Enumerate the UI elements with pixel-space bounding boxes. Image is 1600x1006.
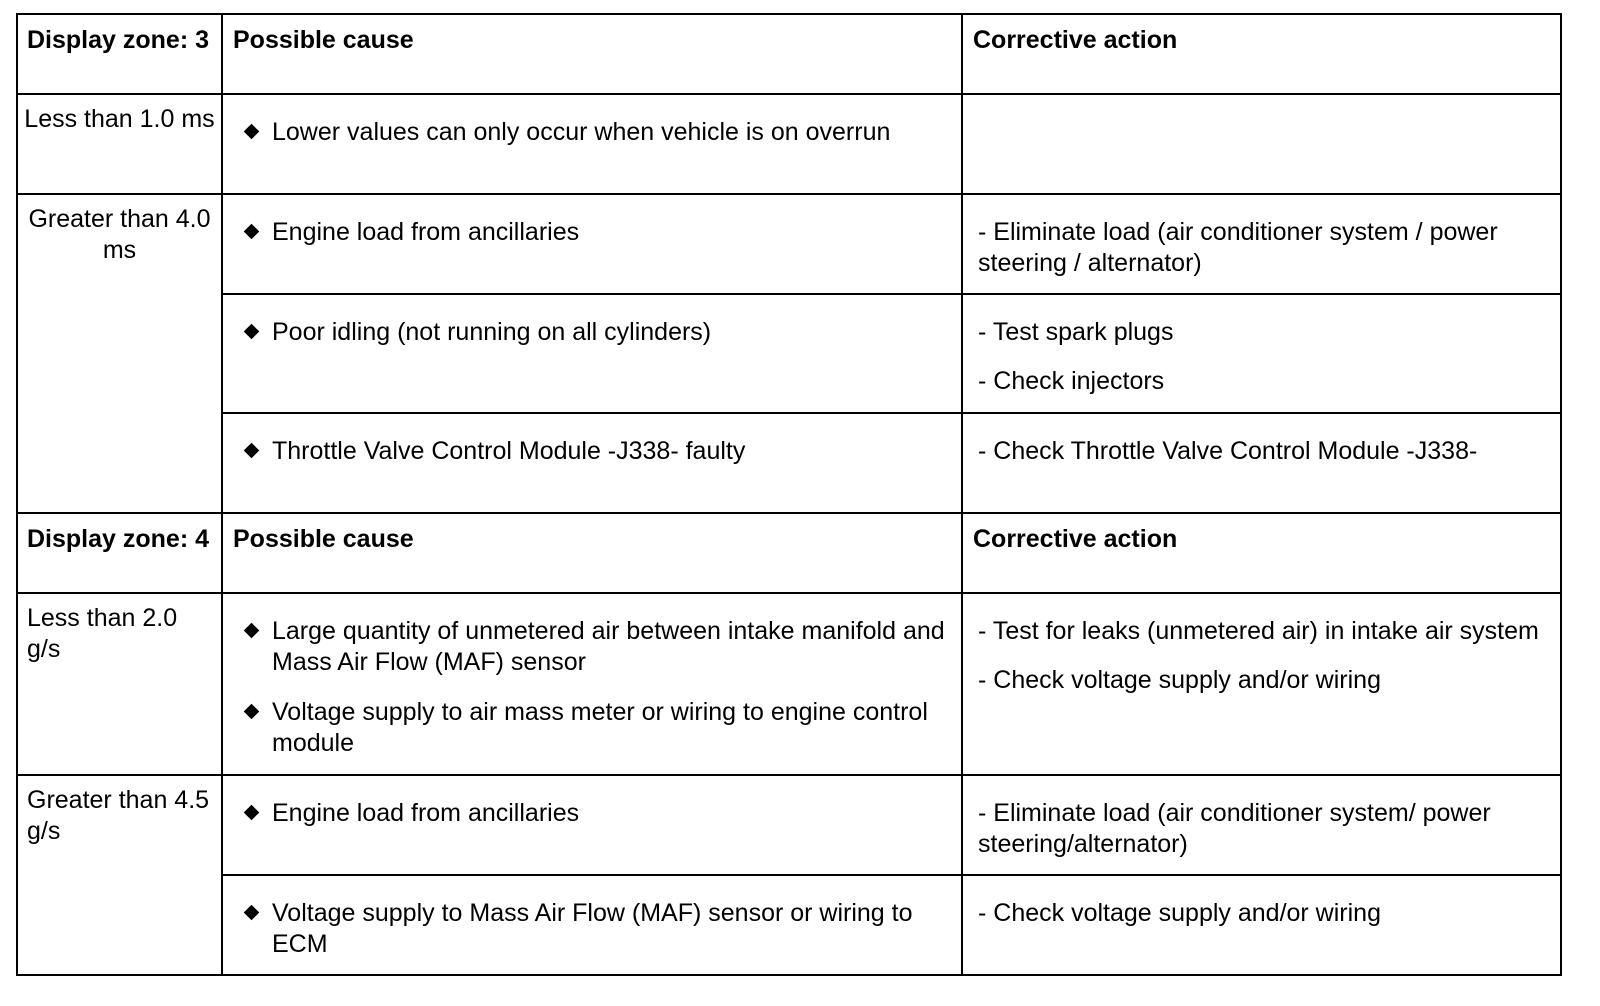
cause-cell bbox=[222, 294, 962, 413]
diamond-bullet-icon bbox=[244, 443, 260, 459]
cause-item bbox=[223, 217, 961, 248]
value-cell bbox=[17, 94, 222, 194]
action-text: - Check voltage supply and/or wiring bbox=[978, 899, 1381, 927]
table-row bbox=[17, 593, 1561, 775]
cause-cell bbox=[222, 413, 962, 513]
cause-cell bbox=[222, 94, 962, 194]
table-row bbox=[17, 413, 1561, 513]
diamond-bullet-icon bbox=[244, 704, 260, 720]
action-cell bbox=[962, 775, 1561, 875]
section-header-row bbox=[17, 513, 1561, 593]
action-header-cell bbox=[962, 14, 1561, 94]
action-text: - Test spark plugs bbox=[978, 318, 1174, 346]
zone-header-cell bbox=[17, 513, 222, 593]
cause-item bbox=[223, 317, 961, 348]
action-text: - Check injectors bbox=[978, 367, 1165, 395]
cause-header-cell bbox=[222, 513, 962, 593]
cause-text: Engine load from ancillaries bbox=[272, 218, 580, 246]
cause-header-cell bbox=[222, 14, 962, 94]
cause-item bbox=[223, 117, 961, 148]
action-header: Corrective action bbox=[973, 525, 1178, 553]
table-row bbox=[17, 775, 1561, 875]
zone-header-cell bbox=[17, 14, 222, 94]
cause-header: Possible cause bbox=[233, 26, 414, 54]
diamond-bullet-icon bbox=[244, 805, 260, 821]
action-cell bbox=[962, 194, 1561, 294]
action-text: - Check Throttle Valve Control Module -J338- bbox=[978, 437, 1478, 465]
diagnostic-table bbox=[16, 13, 1562, 976]
cause-text: Large quantity of unmetered air between intake manifold and Mass Air Flow (MAF) sensor bbox=[272, 617, 945, 676]
diamond-bullet-icon bbox=[244, 124, 260, 140]
action-text: - Check voltage supply and/or wiring bbox=[978, 666, 1381, 694]
diamond-bullet-icon bbox=[244, 324, 260, 340]
action-text: - Test for leaks (unmetered air) in intake air system bbox=[978, 617, 1539, 645]
diamond-bullet-icon bbox=[244, 224, 260, 240]
action-header-cell bbox=[962, 513, 1561, 593]
value-label: Less than 2.0 g/s bbox=[27, 604, 178, 663]
action-cell bbox=[962, 94, 1561, 194]
cause-cell bbox=[222, 194, 962, 294]
diamond-bullet-icon bbox=[244, 623, 260, 639]
value-label: Less than 1.0 ms bbox=[24, 105, 215, 133]
cause-header: Possible cause bbox=[233, 525, 414, 553]
value-label: Greater than 4.0 ms bbox=[28, 205, 211, 264]
value-cell bbox=[17, 593, 222, 775]
action-cell bbox=[962, 413, 1561, 513]
cause-text: Voltage supply to Mass Air Flow (MAF) sensor or wiring to ECM bbox=[272, 899, 913, 958]
cause-cell bbox=[222, 593, 962, 775]
zone-header: Display zone: 4 bbox=[27, 525, 209, 553]
action-cell bbox=[962, 593, 1561, 775]
table-row bbox=[17, 194, 1561, 294]
section-header-row bbox=[17, 14, 1561, 94]
cause-item bbox=[223, 616, 961, 678]
cause-item bbox=[223, 798, 961, 829]
value-cell bbox=[17, 775, 222, 975]
diamond-bullet-icon bbox=[244, 905, 260, 921]
cause-cell bbox=[222, 775, 962, 875]
cause-text: Poor idling (not running on all cylinders) bbox=[272, 318, 712, 346]
value-label: Greater than 4.5 g/s bbox=[27, 786, 210, 845]
cause-item bbox=[223, 898, 961, 960]
cause-text: Voltage supply to air mass meter or wiring to engine control module bbox=[272, 698, 928, 757]
action-text: - Eliminate load (air conditioner system / power steering / alternator) bbox=[978, 218, 1498, 277]
cause-text: Engine load from ancillaries bbox=[272, 799, 580, 827]
table-row bbox=[17, 294, 1561, 413]
table-row bbox=[17, 875, 1561, 975]
cause-text: Lower values can only occur when vehicle is on overrun bbox=[272, 118, 891, 146]
table-row bbox=[17, 94, 1561, 194]
action-cell bbox=[962, 875, 1561, 975]
cause-text: Throttle Valve Control Module -J338- faulty bbox=[272, 437, 746, 465]
cause-cell bbox=[222, 875, 962, 975]
action-header: Corrective action bbox=[973, 26, 1178, 54]
zone-header: Display zone: 3 bbox=[27, 26, 209, 54]
action-cell bbox=[962, 294, 1561, 413]
cause-item bbox=[223, 697, 961, 759]
value-cell bbox=[17, 194, 222, 513]
action-text: - Eliminate load (air conditioner system/ power steering/alternator) bbox=[978, 799, 1491, 858]
cause-item bbox=[223, 436, 961, 467]
